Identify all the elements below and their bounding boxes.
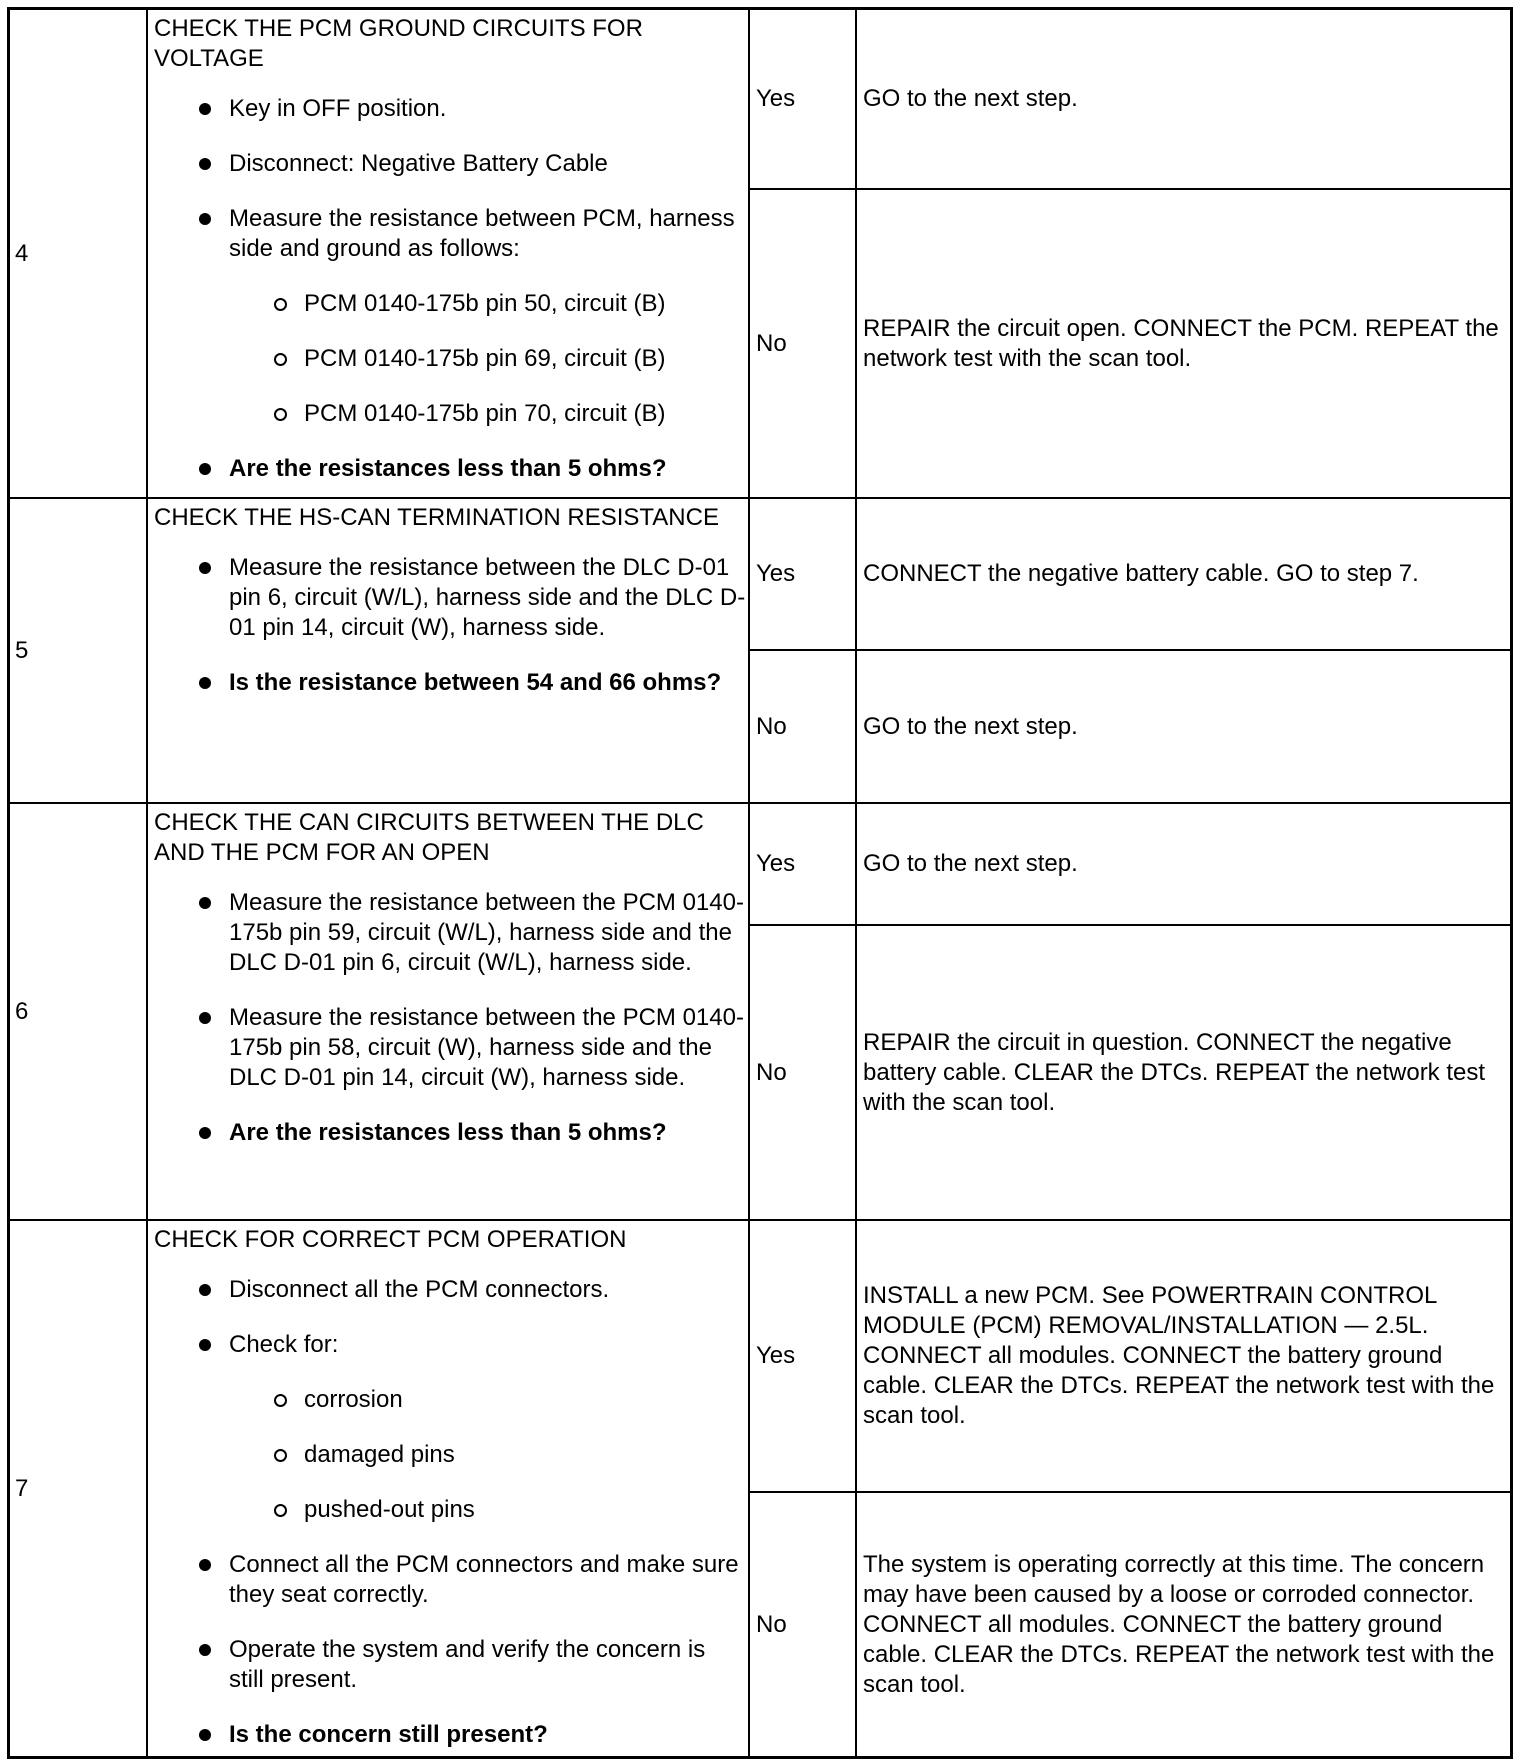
bullet-item: Key in OFF position. [154,94,746,124]
sub-bullet-item: damaged pins [154,1440,746,1470]
step-title: CHECK THE HS-CAN TERMINATION RESISTANCE [154,504,719,531]
step-question: Are the resistances less than 5 ohms? [154,1118,746,1148]
step-number: 5 [15,636,29,664]
diagnostic-table [7,7,1513,1759]
answer-no: No [756,329,787,357]
step-number: 6 [15,997,29,1025]
answer-no: No [756,1610,787,1638]
answer-yes: Yes [756,85,796,112]
answer-yes: Yes [756,560,796,587]
sub-bullet-item: PCM 0140-175b pin 69, circuit (B) [154,344,746,374]
action-yes: INSTALL a new PCM. See POWERTRAIN CONTROL MODULE (PCM) REMOVAL/INSTALLATION — 2.5L. CONNECT all modules. CONNECT the battery ground cable. CLEAR the DTCs. REPEAT the network test with the scan tool. [863,1282,1495,1429]
test-step-4 [148,10,746,497]
bullet-item: Check for: [154,1330,746,1360]
step-number: 7 [15,1474,29,1502]
sub-bullet-item: corrosion [154,1385,746,1415]
action-yes: GO to the next step. [863,850,1078,877]
action-no: GO to the next step. [863,712,1078,740]
step-question: Is the concern still present? [154,1720,746,1750]
test-step-5 [148,499,746,802]
answer-yes: Yes [756,850,796,877]
step-title: CHECK THE PCM GROUND CIRCUITS FOR VOLTAGE [154,15,643,72]
test-step-7 [148,1221,746,1756]
step-title: CHECK FOR CORRECT PCM OPERATION [154,1226,627,1253]
bullet-item: Measure the resistance between the DLC D-01 pin 6, circuit (W/L), harness side and the DLC D-01 pin 14, circuit (W), harness side. [154,553,746,643]
bullet-item: Measure the resistance between the PCM 0140-175b pin 58, circuit (W), harness side and the DLC D-01 pin 14, circuit (W), harness side. [154,1003,746,1093]
action-no: REPAIR the circuit open. CONNECT the PCM. REPEAT the network test with the scan tool. [863,314,1499,372]
answer-yes: Yes [756,1342,796,1369]
action-yes: GO to the next step. [863,85,1078,112]
answer-no: No [756,712,787,740]
bullet-item: Operate the system and verify the concern is still present. [154,1635,746,1695]
sub-bullet-item: PCM 0140-175b pin 50, circuit (B) [154,289,746,319]
sub-bullet-item: PCM 0140-175b pin 70, circuit (B) [154,399,746,429]
bullet-item: Disconnect: Negative Battery Cable [154,149,746,179]
step-question: Is the resistance between 54 and 66 ohms? [154,668,746,698]
test-step-6 [148,804,746,1219]
answer-no: No [756,1058,787,1086]
action-no: REPAIR the circuit in question. CONNECT the negative battery cable. CLEAR the DTCs. REPEAT the network test with the scan tool. [863,1028,1486,1116]
step-question: Are the resistances less than 5 ohms? [154,454,746,484]
bullet-item: Disconnect all the PCM connectors. [154,1275,746,1305]
step-title: CHECK THE CAN CIRCUITS BETWEEN THE DLC AND THE PCM FOR AN OPEN [154,809,704,866]
action-yes: CONNECT the negative battery cable. GO to step 7. [863,560,1419,587]
bullet-item: Connect all the PCM connectors and make sure they seat correctly. [154,1550,746,1610]
step-number: 4 [15,239,29,267]
action-no: The system is operating correctly at this time. The concern may have been caused by a loose or corroded connector. CONNECT all modules. CONNECT the battery ground cable. CLEAR the DTCs. REPEAT the network test with the scan tool. [863,1550,1495,1698]
bullet-item: Measure the resistance between PCM, harness side and ground as follows: [154,204,746,264]
bullet-item: Measure the resistance between the PCM 0140-175b pin 59, circuit (W/L), harness side and the DLC D-01 pin 6, circuit (W/L), harness side. [154,888,746,978]
sub-bullet-item: pushed-out pins [154,1495,746,1525]
